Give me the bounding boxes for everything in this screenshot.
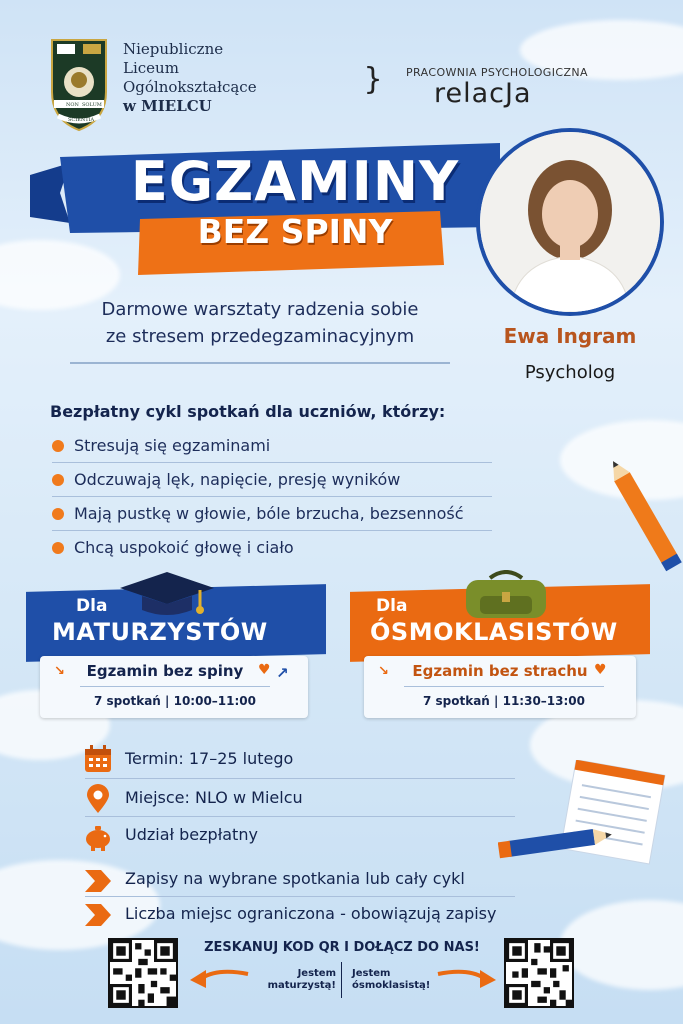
divider [85,896,515,897]
divider [404,686,604,687]
list-item [52,504,464,523]
arrow-left-icon [188,966,250,990]
school-city: w MIELCU [123,97,212,115]
school-line: Liceum [123,59,179,77]
school-line: Niepubliczne [123,40,224,58]
card-group-title: MATURZYSTÓW [52,618,268,646]
card-body-maturzystow [40,656,308,718]
qr-label-line: Jestem [297,968,336,979]
arrow-right-icon [83,866,113,896]
heart-icon: ♥ [258,662,271,678]
arrow-right-icon [436,966,498,990]
subtitle-line: ze stresem przedegzaminacyjnym [105,326,415,347]
divider [341,962,342,998]
list-item-text: Chcą uspokoić głowę i ciało [74,538,294,557]
person-avatar-icon [480,132,660,312]
presenter-role: Psycholog [524,362,616,383]
event-place: Miejsce: NLO w Mielcu [125,788,303,807]
card-time: 10:00–11:00 [173,694,257,708]
school-name [123,40,257,116]
piggy-bank-icon [83,822,113,852]
qr-label-line: Jestem [352,968,391,979]
subtitle [40,296,480,350]
school-line: Ogólnokształcące [123,78,257,96]
divider [70,362,450,364]
title-sub: BEZ SPINY [197,212,393,251]
divider [52,530,492,531]
list-item [52,470,400,489]
cloud [560,900,683,990]
card-dla: Dla [76,596,108,616]
capacity-info: Liczba miejsc ograniczona - obowiązują zapisy [125,904,497,923]
list-item-text: Stresują się egzaminami [74,436,271,455]
card-schedule: 7 spotkań | 10:00–11:00 [93,694,257,708]
card-schedule: 7 spotkań | 11:30–13:00 [422,694,586,708]
card-program: Egzamin bez strachu [412,662,588,680]
arrow-right-icon [83,900,113,930]
notebook-icon [498,760,678,870]
crest-motto-3: SCIENTIA [68,117,95,123]
list-item [52,436,270,455]
calendar-icon [83,744,113,774]
partner-tagline: PRACOWNIA PSYCHOLOGICZNA [406,66,588,79]
qr-label-left [256,968,336,992]
card-time: 11:30–13:00 [502,694,586,708]
graduation-cap-icon [120,572,214,618]
divider [52,496,492,497]
event-fee: Udział bezpłatny [125,825,258,844]
sparkle-arrow-icon: ↘ [54,664,65,679]
event-date: Termin: 17–25 lutego [125,749,294,768]
divider [85,816,515,817]
divider [80,686,270,687]
backpack-icon [460,570,552,620]
bullet-icon [52,508,64,520]
subtitle-line: Darmowe warsztaty radzenia sobie [101,299,419,320]
qr-call-to-action: ZESKANUJ KOD QR I DOŁĄCZ DO NAS! [204,940,480,955]
lion-crest-icon [48,36,110,132]
location-pin-icon [83,784,113,814]
card-sessions: 7 spotkań [93,694,161,708]
qr-code-icon[interactable] [504,938,574,1008]
qr-code-icon[interactable] [108,938,178,1008]
qr-label-line: maturzystą! [267,980,336,991]
relacja-logo-icon: } [364,62,383,97]
partner-name: relacJa [434,78,532,109]
divider [85,778,515,779]
list-item-text: Odczuwają lęk, napięcie, presję wyników [74,470,401,489]
card-sessions: 7 spotkań [422,694,490,708]
bullet-icon [52,542,64,554]
bullet-icon [52,440,64,452]
presenter-name: Ewa Ingram [503,324,637,348]
arrow-up-right-icon: ↗ [276,664,289,682]
list-item-text: Mają pustkę w głowie, bóle brzucha, bezsenność [74,504,464,523]
card-group-title: ÓSMOKLASISTÓW [370,618,618,646]
presenter-photo [476,128,664,316]
title-main: EGZAMINY [130,150,460,213]
qr-label-right [352,968,442,992]
audience-heading: Bezpłatny cykl spotkań dla uczniów, którzy: [50,402,446,421]
divider [52,462,492,463]
card-body-osmoklasistow [364,656,636,718]
crest-motto-2: SOLUM [82,102,102,108]
card-dla: Dla [376,596,408,616]
signup-info: Zapisy na wybrane spotkania lub cały cykl [125,869,465,888]
crest-motto-1: NON [66,102,79,108]
pencil-icon [612,460,683,580]
list-item [52,538,294,557]
card-program: Egzamin bez spiny [86,662,244,680]
sparkle-arrow-icon: ↘ [378,664,389,679]
qr-label-line: ósmoklasistą! [352,980,431,991]
heart-icon: ♥ [594,662,607,678]
bullet-icon [52,474,64,486]
